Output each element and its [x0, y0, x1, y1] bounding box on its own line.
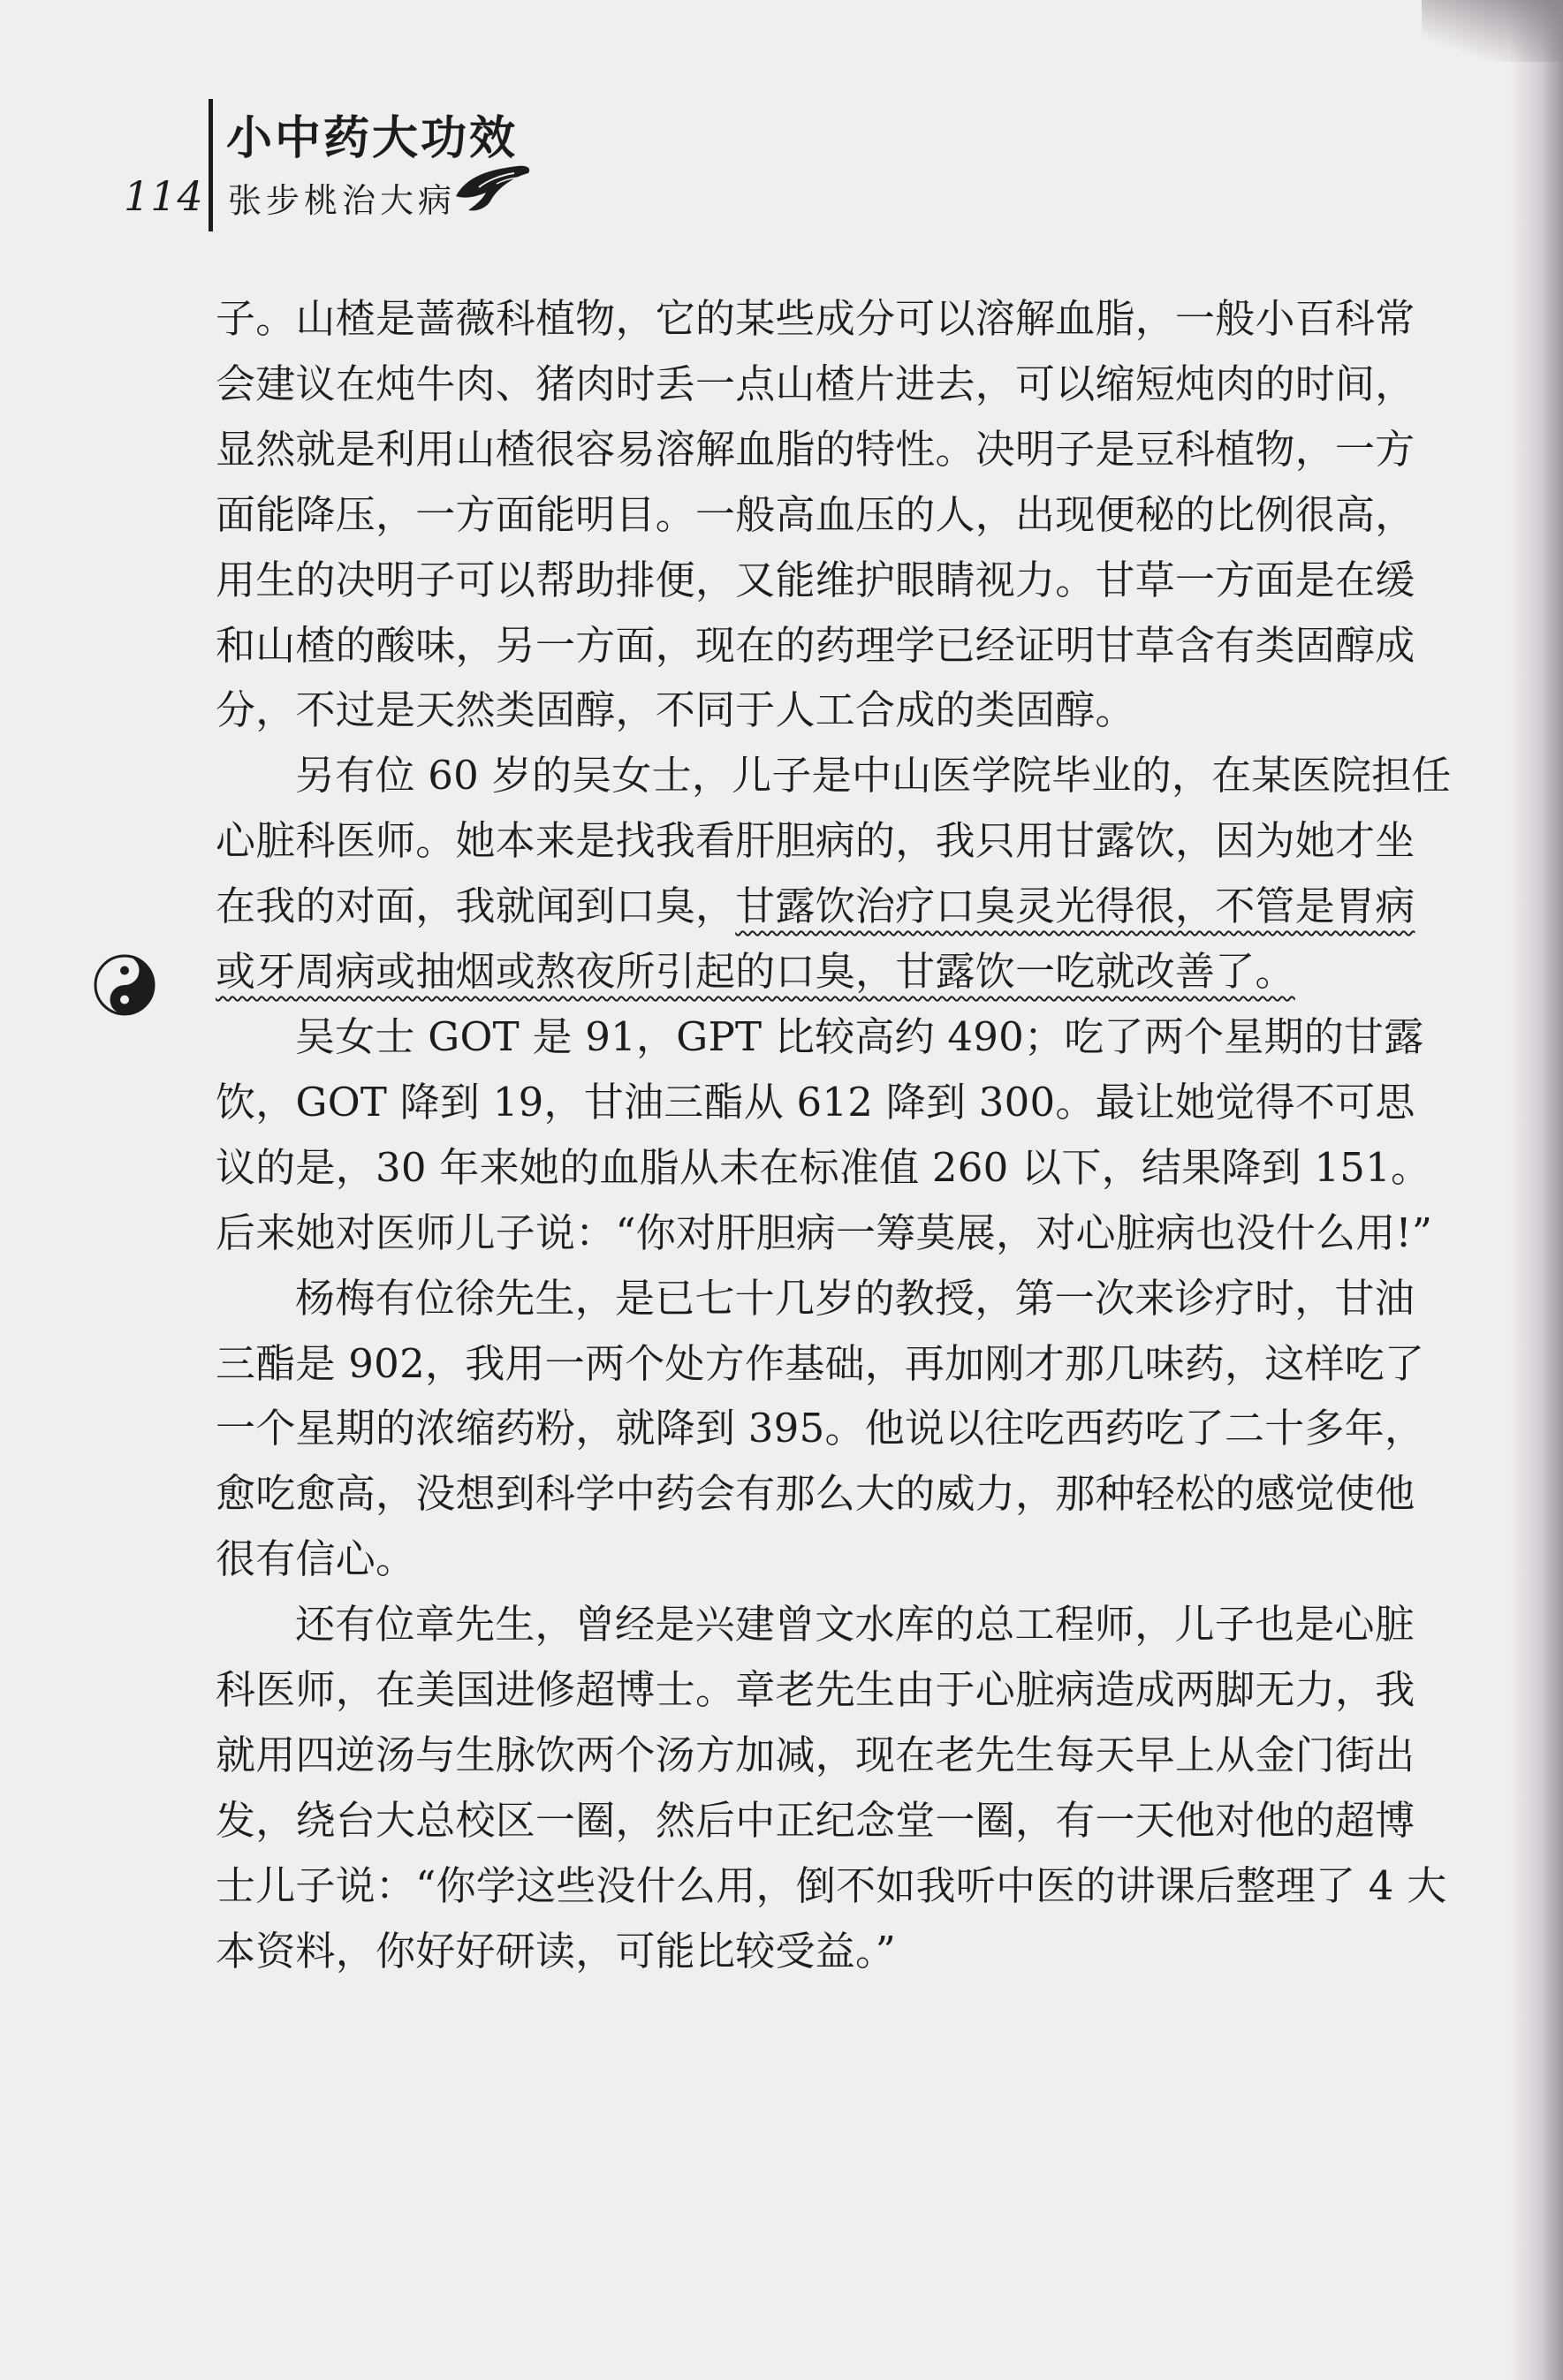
- paragraph-mr-zhang-case: 还有位章先生，曾经是兴建曾文水库的总工程师，儿子也是心脏科医师，在美国进修超博士。章老先生由于心脏病造成两脚无力，我就用四逆汤与生脉饮两个汤方加减，现在老先生每天早上从金门街出发，绕台大总校区一圈，然后中正纪念堂一圈，有一天他对他的超博士儿子说：“你学这些没什么用，倒不如我听中医的讲课后整理了 4 大本资料，你好好研读，可能比较受益。”: [216, 1601, 1447, 1974]
- paragraph-mrs-wu-case: [216, 743, 1453, 1004]
- paragraph-hawthorn-cassia: 子。山楂是蔷薇科植物，它的某些成分可以溶解血脂，一般小百科常会建议在炖牛肉、猪肉时丢一点山楂片进去，可以缩短炖肉的时间，显然就是利用山楂很容易溶解血脂的特性。决明子是豆科植物，一方面能降压，一方面能明目。一般高血压的人，出现便秘的比例很高，用生的决明子可以帮助排便，又能维护眼睛视力。甘草一方面是在缓和山楂的酸味，另一方面，现在的药理学已经证明甘草含有类固醇成分，不过是天然类固醇，不同于人工合成的类固醇。: [216, 295, 1415, 734]
- emphasized-text: 甘露饮治疗口臭灵光得很，不管是胃病或牙周病或抽烟或熬夜所引起的口臭，甘露饮一吃就改善了。: [216, 883, 1415, 996]
- header-rule: [209, 99, 213, 231]
- scan-edge-shadow: [1510, 0, 1563, 2380]
- scan-corner-shadow: [1422, 0, 1563, 62]
- page-number: 114: [124, 172, 204, 220]
- paragraph-text: 另有位 60 岁的吴女士，儿子是中山医学院毕业的，在某医院担任心脏科医师。她本来是找我看肝胆病的，我只用甘露饮，因为她才坐在我的对面，我就闻到口臭，: [216, 752, 1452, 930]
- body-text: [216, 286, 1453, 1984]
- brush-stroke-icon: [452, 161, 534, 216]
- series-title: 小中药大功效: [226, 112, 519, 165]
- taiji-icon: [92, 952, 157, 1018]
- series-subtitle: 张步桃治大病: [228, 181, 457, 220]
- paragraph-mrs-wu-results: 吴女士 GOT 是 91，GPT 比较高约 490；吃了两个星期的甘露饮，GOT 降到 19，甘油三酯从 612 降到 300。最让她觉得不可思议的是，30 年来她的血脂从未在标准值 260 以下，结果降到 151。后来她对医师儿子说：“你对肝胆病一筹莫展，对心脏病也没什么用!”: [216, 1012, 1433, 1256]
- paragraph-mr-xu-case: 杨梅有位徐先生，是已七十几岁的教授，第一次来诊疗时，甘油三酯是 902，我用一两个处方作基础，再加刚才那几味药，这样吃了一个星期的浓缩药粉，就降到 395。他说以往吃西药吃了二十多年，愈吃愈高，没想到科学中药会有那么大的威力，那种轻松的感觉使他很有信心。: [216, 1274, 1425, 1583]
